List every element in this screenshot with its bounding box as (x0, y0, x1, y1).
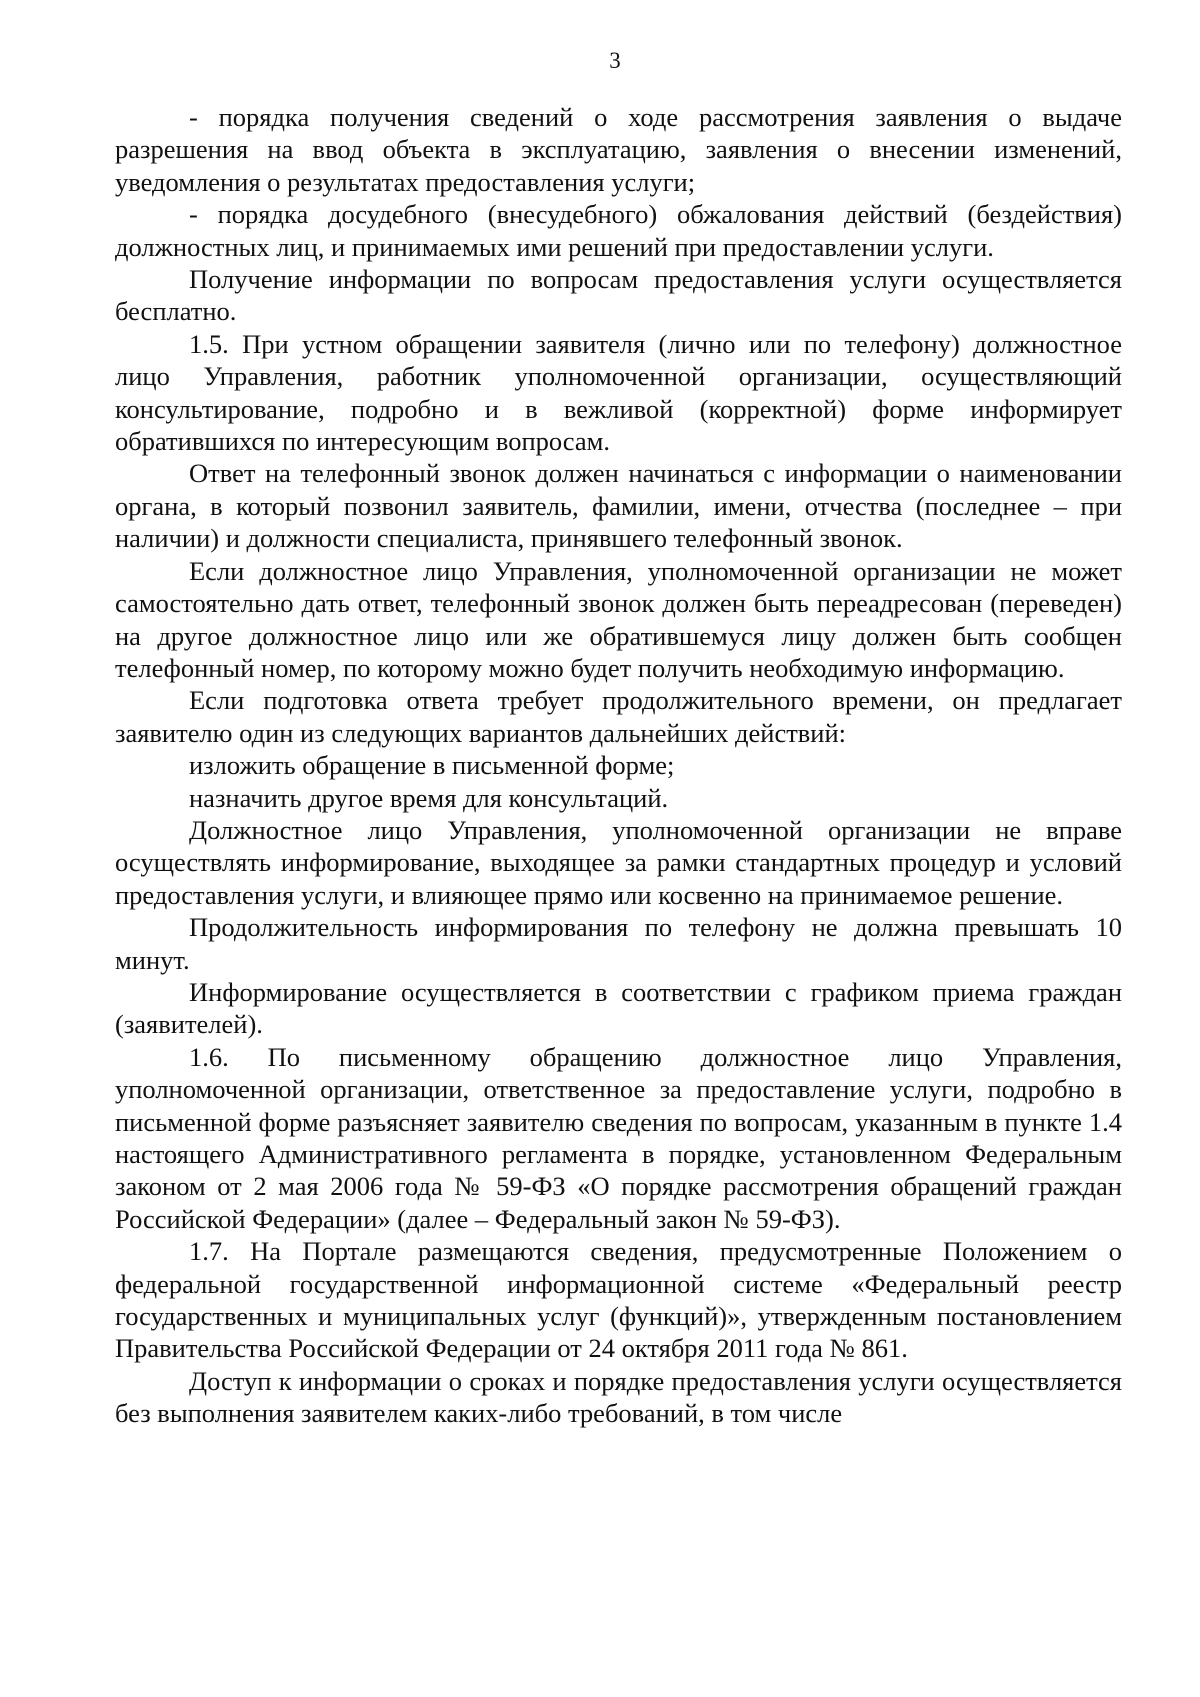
paragraph-15: Доступ к информации о сроках и порядке предоставления услуги осуществляется без выполнения заявителем каких-либо требований, в том числе (115, 1365, 1122, 1429)
paragraph-14: 1.7. На Портале размещаются сведения, предусмотренные Положением о федеральной государственной информационной системе «Федеральный реестр государственных и муниципальных услуг (функций)», утвержденным постановлением Правительства Российской Федерации от 24 октября 2011 года № 861. (115, 1236, 1122, 1364)
paragraph-9: назначить другое время для консультаций. (189, 782, 669, 813)
paragraph-8: изложить обращение в письменной форме; (189, 750, 675, 781)
paragraph-3: Получение информации по вопросам предоставления услуги осуществляется бесплатно. (115, 264, 1122, 327)
paragraph-6: Если должностное лицо Управления, уполномоченной организации не может самостоятельно дать ответ, телефонный звонок должен быть переадресован (переведен) на другое должностное лицо или же обратившемуся лицу должен быть сообщен телефонный номер, по которому можно будет получить необходимую информацию. (115, 555, 1122, 683)
paragraph-11: Продолжительность информирования по телефону не должна превышать 10 минут. (115, 912, 1122, 975)
paragraph-4: 1.5. При устном обращении заявителя (лично или по телефону) должностное лицо Управления, работник уполномоченной организации, осуществляющий консультирование, подробно и в вежливой (корректной) форме информирует обратившихся по интересующим вопросам. (115, 328, 1122, 457)
paragraph-12: Информирование осуществляется в соответствии с графиком приема граждан (заявителей). (115, 976, 1122, 1040)
paragraph-2: - порядка досудебного (внесудебного) обжалования действий (бездействия) должностных лиц, и принимаемых ими решений при предоставлении услуги. (115, 199, 1122, 262)
paragraph-1: - порядка получения сведений о ходе рассмотрения заявления о выдаче разрешения на ввод объекта в эксплуатацию, заявления о внесении изменений, уведомления о результатах предоставления услуги; (115, 102, 1122, 197)
paragraph-5: Ответ на телефонный звонок должен начинаться с информации о наименовании органа, в который позвонил заявитель, фамилии, имени, отчества (последнее – при наличии) и должности специалиста, принявшего телефонный звонок. (115, 458, 1122, 554)
paragraph-7: Если подготовка ответа требует продолжительного времени, он предлагает заявителю один из следующих вариантов дальнейших действий: (115, 685, 1122, 748)
document-body (115, 101, 1122, 1430)
page-number: 3 (609, 48, 621, 73)
paragraph-13: 1.6. По письменному обращению должностное лицо Управления, уполномоченной организации, ответственное за предоставление услуги, подробно в письменной форме разъясняет заявителю сведения по вопросам, указанным в пункте 1.4 настоящего Административного регламента в порядке, установленном Федеральным законом от 2 мая 2006 года № 59-ФЗ «О порядке рассмотрения обращений граждан Российской Федерации» (далее – Федеральный закон № 59-ФЗ). (115, 1041, 1122, 1234)
paragraph-10: Должностное лицо Управления, уполномоченной организации не вправе осуществлять информирование, выходящее за рамки стандартных процедур и условий предоставления услуги, и влияющее прямо или косвенно на принимаемое решение. (115, 814, 1122, 910)
